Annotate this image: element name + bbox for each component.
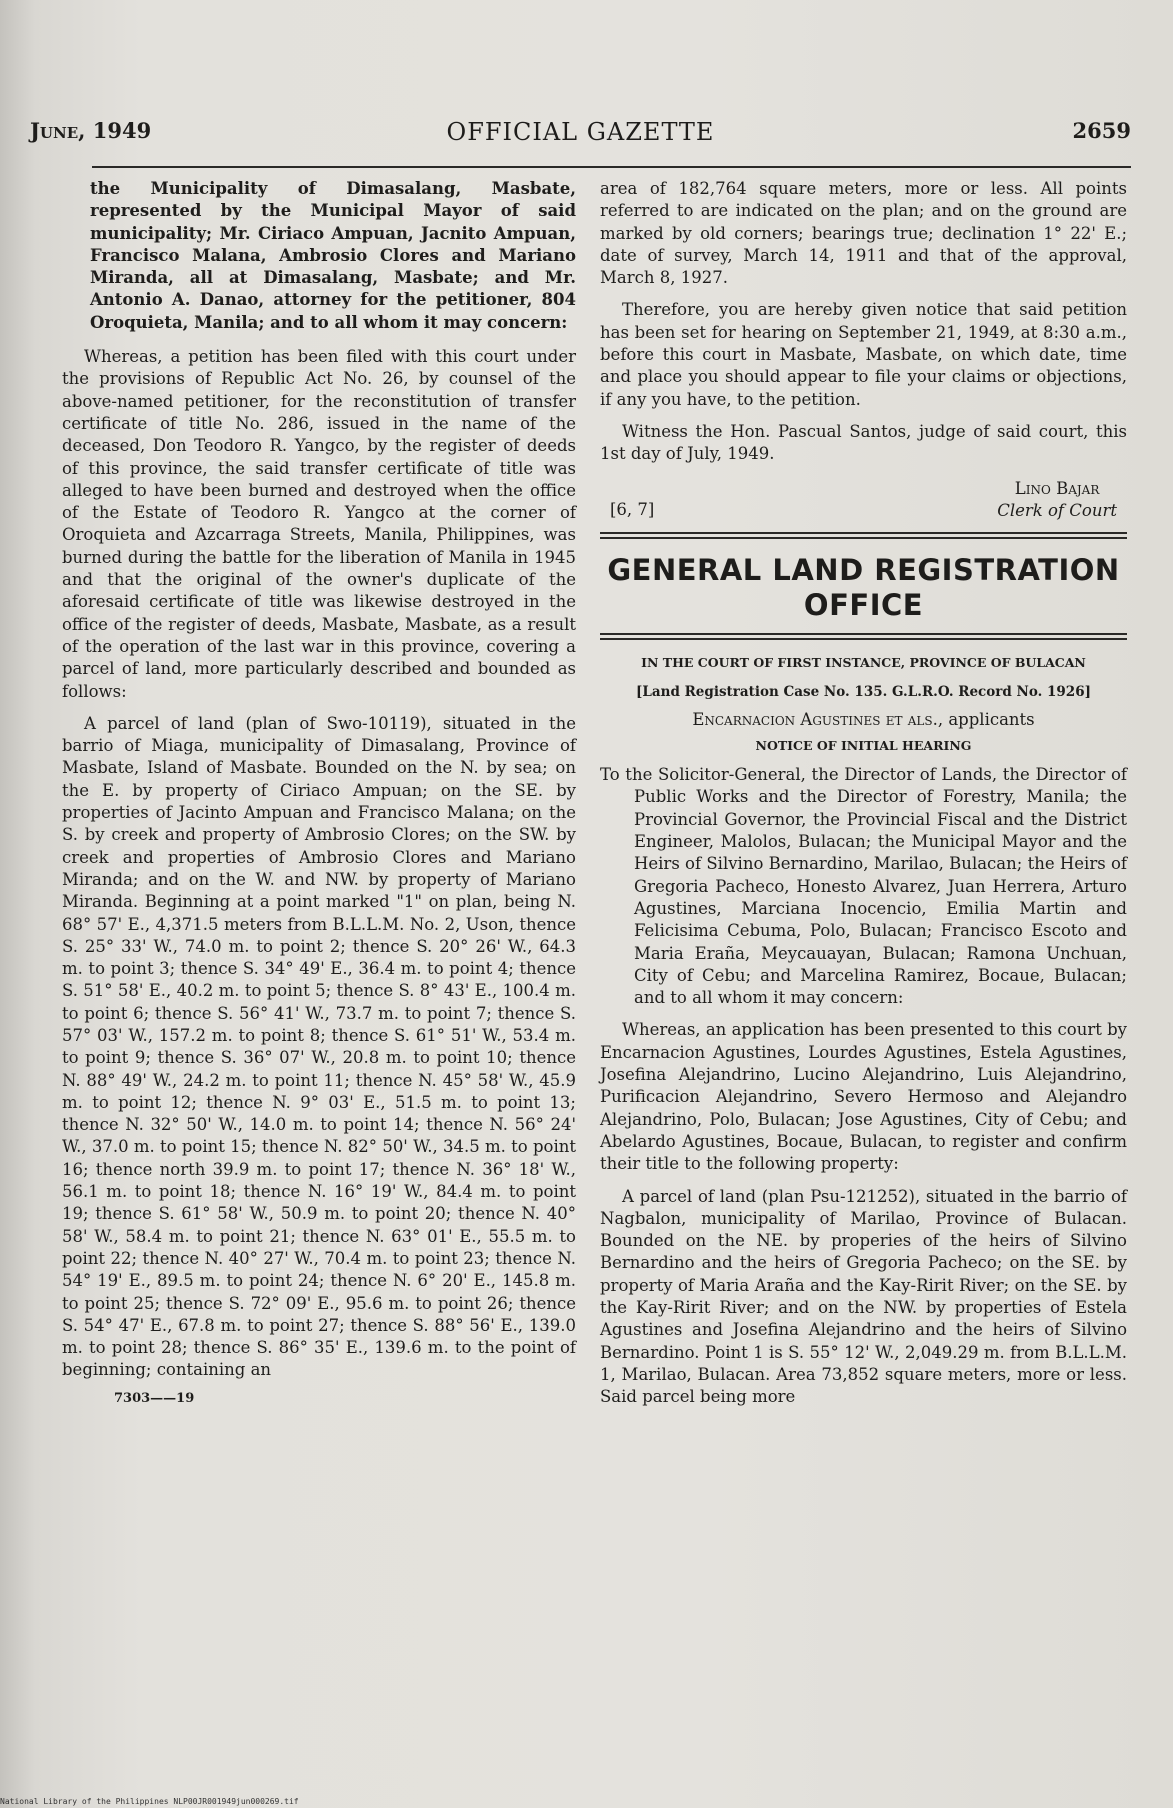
- applicants-label: , applicants: [937, 709, 1035, 729]
- issue-reference: [6, 7]: [610, 500, 655, 520]
- application-paragraph: Whereas, an application has been presented to this court by Encarnacion Agustines, Lourdes Agustines, Estela Agustines, Josefina Alejandrino, Lucino Alejandrino, Luis Alejandrino, Purificacion Alejandrino, Severo Hermoso and Alejandro Alejandrino, Polo, Bulacan; Jose Agustines, City of Cebu; and Abelardo Agustines, Bocaue, Bulacan, to register and confirm their title to the following property:: [600, 1020, 1127, 1174]
- applicants-line: [600, 709, 1127, 731]
- section-divider-bottom: [600, 633, 1127, 640]
- notice-title: NOTICE OF INITIAL HEARING: [755, 738, 972, 754]
- header-rule: [92, 166, 1131, 168]
- applicants-names: Encarnacion Agustines et als.: [692, 709, 938, 729]
- left-column: [62, 178, 576, 1410]
- witness-paragraph: Witness the Hon. Pascual Santos, judge of said court, this 1st day of July, 1949.: [600, 421, 1127, 464]
- header-date: June, 1949: [30, 118, 152, 143]
- signature-block: [610, 478, 1117, 522]
- clerk-name: Lino Bajar: [1014, 478, 1100, 498]
- bulacan-parcel-description: A parcel of land (plan Psu-121252), situated in the barrio of Nagbalon, municipality of Marilao, Province of Bulacan. Bounded on the NE. by properies of the heirs of Silvino Bernardino and the heirs of Gregoria Pacheco; on the SE. by property of Maria Araña and the Kay-Ririt River; on the SE. by the Kay-Ririt River; and on the NW. by properties of Estela Agustines and Josefina Alejandrino and the heirs of Silvino Bernardino. Point 1 is S. 55° 12' W., 2,049.29 m. from B.L.L.M. 1, Marilao, Bulacan. Area 73,852 square meters, more or less. Said parcel being more: [600, 1186, 1127, 1407]
- section-divider: [600, 532, 1127, 539]
- print-code: 7303——19: [114, 1390, 195, 1406]
- court-line: IN THE COURT OF FIRST INSTANCE, PROVINCE OF BULACAN: [641, 654, 1086, 670]
- scan-credit: National Library of the Philippines NLP00JR001949jun000269.tif: [0, 1797, 299, 1806]
- header-title: OFFICIAL GAZETTE: [446, 118, 715, 146]
- petition-paragraph: Whereas, a petition has been filed with this court under the provisions of Republic Act No. 26, by counsel of the above-named petitioner, for the reconstitution of transfer certificate of title No. 286, issued in the name of the deceased, Don Teodoro R. Yangco, by the register of deeds of this province, the said transfer certificate of title was alleged to have been burned and destroyed when the office of the Estate of Teodoro R. Yangco at the corner of Oroquieta and Azcarraga Streets, Manila, Philippines, was burned during the battle for the liberation of Manila in 1945 and that the original of the owner's duplicate of the aforesaid certificate of title was likewise destroyed in the office of the register of deeds, Masbate, Masbate, as a result of the operation of the last war in this province, covering a parcel of land, more particularly described and bounded as follows:: [62, 347, 576, 701]
- addressees-block: To the Solicitor-General, the Director of Lands, the Director of Public Works and the Director of Forestry, Manila; the Provincial Governor, the Provincial Fiscal and the District Engineer, Malolos, Bulacan; the Municipal Mayor and the Heirs of Silvino Bernardino, Marilao, Bulacan; the Heirs of Gregoria Pacheco, Honesto Alvarez, Juan Herrera, Arturo Agustines, Marciana Inocencio, Emilia Martin and Felicisima Cebuma, Polo, Bulacan; Francisco Escoto and Maria Eraña, Meycauayan, Bulacan; Ramona Unchuan, City of Cebu; and Marcelina Ramirez, Bocaue, Bulacan; and to all whom it may concern:: [600, 765, 1127, 1008]
- page-header: [30, 118, 1131, 152]
- section-title: GENERAL LAND REGISTRATION OFFICE: [607, 552, 1120, 622]
- parcel-description: A parcel of land (plan of Swo-10119), situated in the barrio of Miaga, municipality of Dimasalang, Province of Masbate, Island of Masbate. Bounded on the N. by sea; on the E. by property of Ciriaco Ampuan; on the SE. by properties of Jacinto Ampuan and Francisco Malana; on the S. by creek and property of Ambrosio Clores; on the SW. by creek and properties of Ambrosio Clores and Mariano Miranda; and on the W. and NW. by property of Mariano Miranda. Beginning at a point marked "1" on plan, being N. 68° 57' E., 4,371.5 meters from B.L.L.M. No. 2, Uson, thence S. 25° 33' W., 74.0 m. to point 2; thence S. 20° 26' W., 64.3 m. to point 3; thence S. 34° 49' E., 36.4 m. to point 4; thence S. 51° 58' E., 40.2 m. to point 5; thence S. 8° 43' E., 100.4 m. to point 6; thence S. 56° 41' W., 73.7 m. to point 7; thence S. 57° 03' W., 157.2 m. to point 8; thence S. 61° 51' W., 53.4 m. to point 9; thence S. 36° 07' W., 20.8 m. to point 10; thence N. 88° 49' W., 24.2 m. to point 11; thence N. 45° 58' W., 45.9 m. to point 12; thence N. 9° 03' E., 51.5 m. to point 13; thence N. 32° 50' W., 14.0 m. to point 14; thence N. 56° 24' W., 37.0 m. to point 15; thence N. 82° 50' W., 34.5 m. to point 16; thence north 39.9 m. to point 17; thence N. 36° 18' W., 56.1 m. to point 18; thence N. 16° 19' W., 84.4 m. to point 19; thence S. 61° 58' W., 50.9 m. to point 20; thence N. 40° 58' W., 58.4 m. to point 21; thence N. 63° 01' E., 55.5 m. to point 22; thence N. 40° 27' W., 70.4 m. to point 23; thence N. 54° 19' E., 89.5 m. to point 24; thence N. 6° 20' E., 145.8 m. to point 25; thence S. 72° 09' E., 95.6 m. to point 26; thence S. 54° 47' E., 67.8 m. to point 27; thence S. 88° 56' E., 139.0 m. to point 28; thence S. 86° 35' E., 139.6 m. to the point of beginning; containing an: [62, 713, 576, 1380]
- clerk-title: Clerk of Court: [997, 500, 1117, 520]
- address-block: the Municipality of Dimasalang, Masbate, represented by the Municipal Mayor of said municipality; Mr. Ciriaco Ampuan, Jacnito Ampuan, Francisco Malana, Ambrosio Clores and Mariano Miranda, all at Dimasalang, Masbate; and Mr. Antonio A. Danao, attorney for the petitioner, 804 Oroquieta, Manila; and to all whom it may concern:: [90, 179, 576, 332]
- hearing-notice-paragraph: Therefore, you are hereby given notice that said petition has been set for hearing on September 21, 1949, at 8:30 a.m., before this court in Masbate, Masbate, on which date, time and place you should appear to file your claims or objections, if any you have, to the petition.: [600, 300, 1127, 409]
- right-column: [600, 178, 1127, 1418]
- clerk-signature: [997, 478, 1117, 522]
- case-line: [Land Registration Case No. 135. G.L.R.O. Record No. 1926]: [636, 683, 1091, 700]
- area-paragraph: area of 182,764 square meters, more or less. All points referred to are indicated on the plan; and on the ground are marked by old corners; bearings true; declination 1° 22' E.; date of survey, March 14, 1911 and that of the approval, March 8, 1927.: [600, 179, 1127, 288]
- header-page-number: 2659: [1072, 118, 1131, 143]
